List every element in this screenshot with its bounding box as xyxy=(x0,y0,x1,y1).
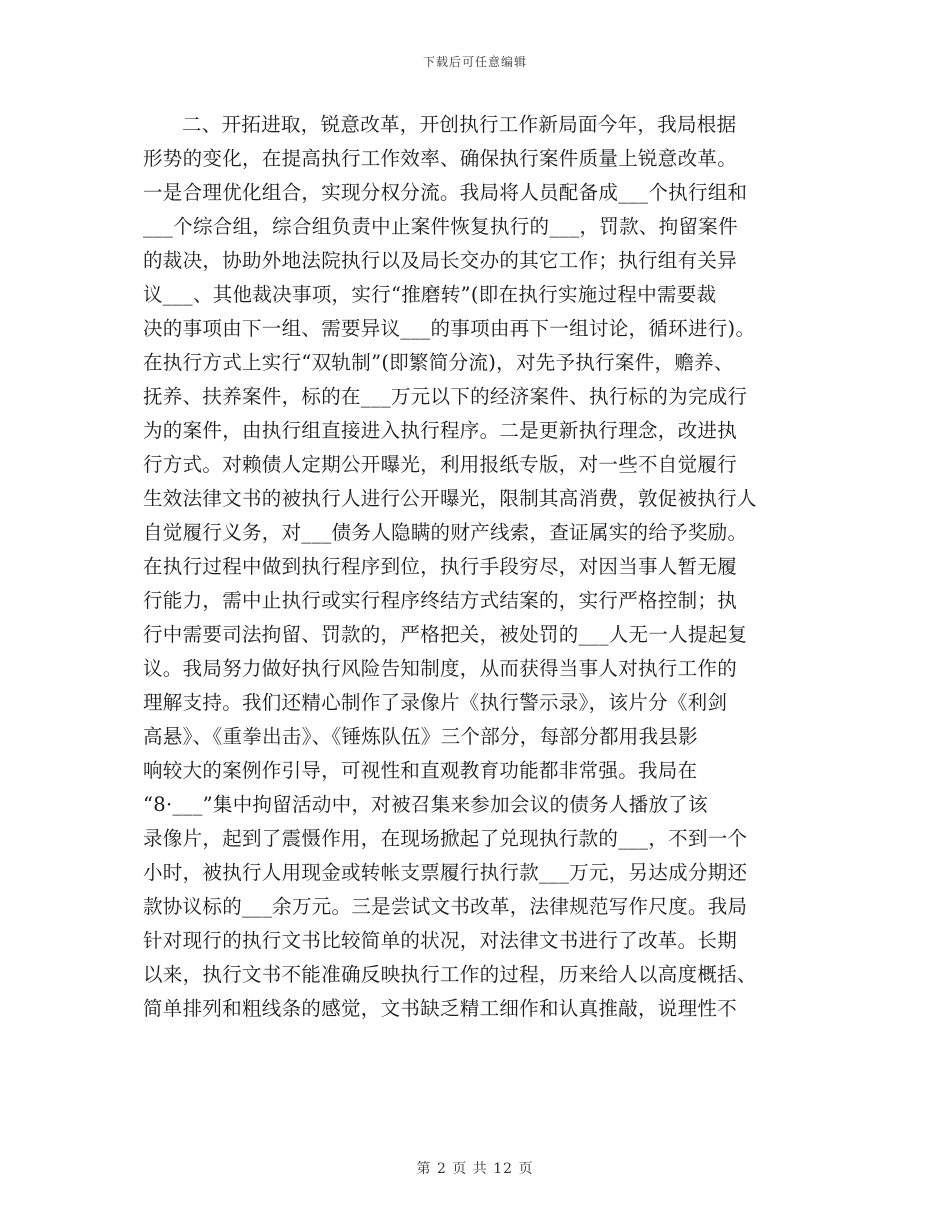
text-line: 款协议标的___余万元。三是尝试文书改革，法律规范写作尺度。我局 xyxy=(143,895,748,918)
text-line: 行能力，需中止执行或实行程序终结方式结案的，实行严格控制；执 xyxy=(143,589,738,612)
text-line: 行方式。对赖债人定期公开曝光，利用报纸专版，对一些不自觉履行 xyxy=(143,453,738,476)
text-line: 响较大的案例作引导，可视性和直观教育功能都非常强。我局在 xyxy=(143,759,698,782)
text-line: 在执行方式上实行“双轨制”(即繁简分流)，对先予执行案件，赡养、 xyxy=(143,351,734,374)
text-line: 一是合理优化组合，实现分权分流。我局将人员配备成___个执行组和 xyxy=(143,181,748,204)
text-line: 形势的变化，在提高执行工作效率、确保执行案件质量上锐意改革。 xyxy=(143,147,738,170)
text-line: 录像片，起到了震慑作用，在现场掀起了兑现执行款的___，不到一个 xyxy=(143,827,748,850)
document-body xyxy=(143,108,807,1026)
text-line: 为的案件，由执行组直接进入执行程序。二是更新执行理念，改进执 xyxy=(143,419,738,442)
text-line: 小时，被执行人用现金或转帐支票履行执行款___万元，另达成分期还 xyxy=(143,861,748,884)
text-line: 议___、其他裁决事项，实行“推磨转”(即在执行实施过程中需要裁 xyxy=(143,283,717,306)
text-line: 理解支持。我们还精心制作了录像片《执行警示录》，该片分《利剑 xyxy=(143,691,728,714)
text-line: 高悬》、《重拳出击》、《锤炼队伍》三个部分，每部分都用我县影 xyxy=(143,725,699,748)
text-line: 以来，执行文书不能准确反映执行工作的过程，历来给人以高度概括、 xyxy=(143,963,757,986)
text-line: 抚养、扶养案件，标的在___万元以下的经济案件、执行标的为完成行 xyxy=(143,385,748,408)
text-line: 决的事项由下一组、需要异议___的事项由再下一组讨论，循环进行)。 xyxy=(143,317,756,340)
text-line: 二、开拓进取，锐意改革，开创执行工作新局面今年，我局根据 xyxy=(182,113,737,136)
text-line: 议。我局努力做好执行风险告知制度，从而获得当事人对执行工作的 xyxy=(143,657,738,680)
text-line: 针对现行的执行文书比较简单的状况，对法律文书进行了改革。长期 xyxy=(143,929,738,952)
text-line: “8·___”集中拘留活动中，对被召集来参加会议的债务人播放了该 xyxy=(143,793,708,816)
text-line: 在执行过程中做到执行程序到位，执行手段穷尽，对因当事人暂无履 xyxy=(143,555,738,578)
text-line: ___个综合组，综合组负责中止案件恢复执行的___，罚款、拘留案件 xyxy=(143,215,738,238)
text-line: 生效法律文书的被执行人进行公开曝光，限制其高消费，敦促被执行人 xyxy=(143,487,757,510)
text-line: 简单排列和粗线条的感觉，文书缺乏精工细作和认真推敲，说理性不 xyxy=(143,997,738,1020)
page-number-footer: 第 2 页 共 12 页 xyxy=(416,1161,534,1177)
text-line: 的裁决，协助外地法院执行以及局长交办的其它工作；执行组有关异 xyxy=(143,249,738,272)
text-line: 自觉履行义务，对___债务人隐瞒的财产线索，查证属实的给予奖励。 xyxy=(143,521,748,544)
page-header-note: 下载后可任意编辑 xyxy=(422,55,527,69)
text-line: 行中需要司法拘留、罚款的，严格把关，被处罚的___人无一人提起复 xyxy=(143,623,748,646)
